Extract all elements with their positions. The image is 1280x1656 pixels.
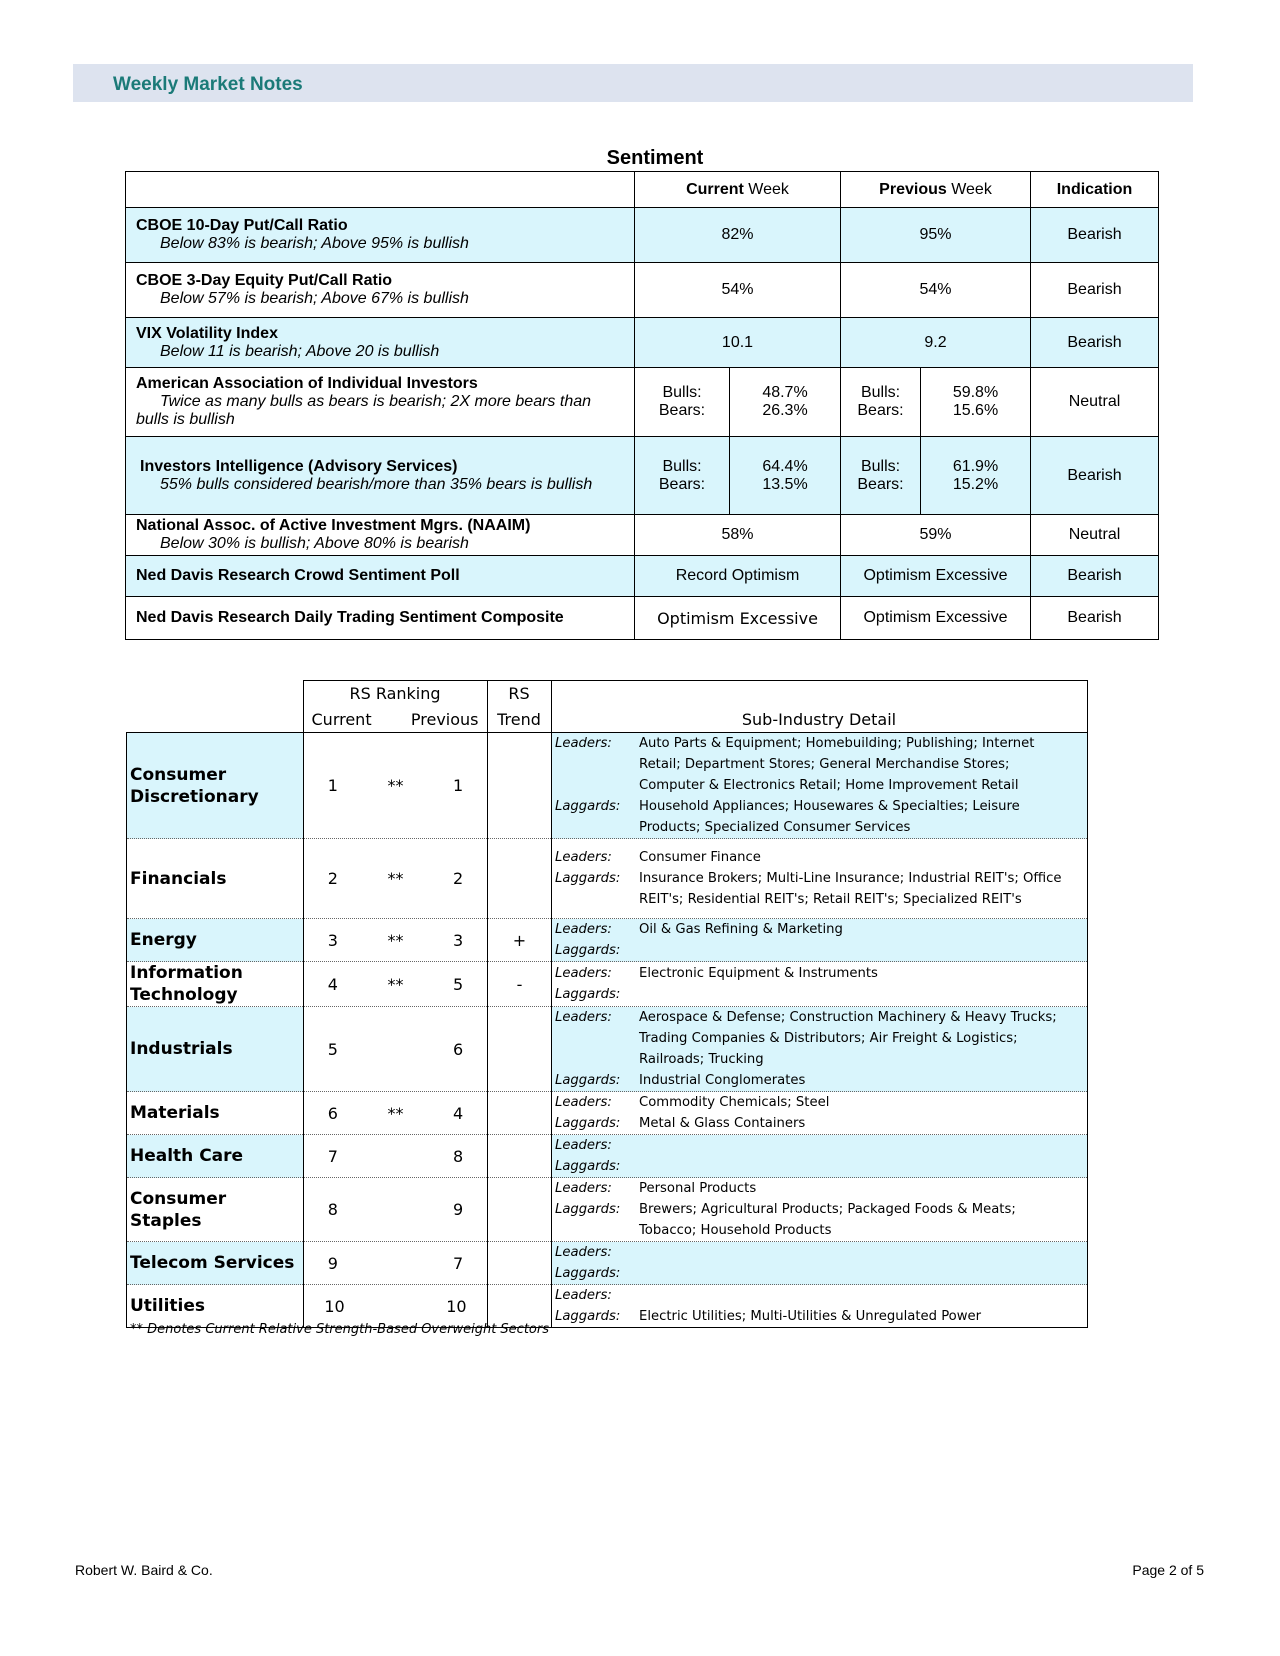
laggards-label: Laggards: bbox=[555, 1159, 621, 1174]
indication-value: Bearish bbox=[1031, 597, 1159, 640]
leaders-label: Leaders: bbox=[555, 850, 612, 865]
metric-title: Ned Davis Research Crowd Sentiment Poll bbox=[136, 567, 460, 584]
trend-cell: + bbox=[488, 919, 552, 962]
current-value: Optimism Excessive bbox=[635, 597, 841, 640]
previous-rank: 10 bbox=[446, 1296, 467, 1316]
sentiment-row bbox=[126, 597, 1159, 640]
overweight-marker: ** bbox=[387, 1103, 404, 1123]
metric-title: American Association of Individual Investors bbox=[136, 375, 478, 392]
sector-name-line-1: Information bbox=[130, 963, 243, 983]
previous-value: 54% bbox=[841, 263, 1031, 318]
sector-cell bbox=[127, 1007, 304, 1092]
sub-industry-detail-cell bbox=[552, 1135, 1088, 1178]
header-previous-week: Previous Week bbox=[841, 172, 1031, 208]
laggards-label: Laggards: bbox=[555, 1116, 621, 1131]
indication-value: Neutral bbox=[1031, 515, 1159, 556]
sector-name-line-1: Consumer Staples bbox=[130, 1188, 227, 1231]
previous-value: Optimism Excessive bbox=[841, 556, 1031, 597]
leaders-detail bbox=[639, 1242, 1087, 1263]
metric-subtitle: Below 83% is bearish; Above 95% is bullish bbox=[160, 235, 469, 252]
current-value: 82% bbox=[635, 208, 841, 263]
leaders-detail: Electronic Equipment & Instruments bbox=[639, 966, 878, 981]
sub-industry-detail-cell bbox=[552, 733, 1088, 839]
current-rank: 4 bbox=[327, 974, 338, 994]
sector-cell bbox=[127, 1092, 304, 1135]
laggards-detail: Industrial Conglomerates bbox=[639, 1073, 806, 1088]
sub-industry-detail-cell bbox=[552, 1285, 1088, 1328]
metric-subtitle: 55% bulls considered bearish/more than 35% bears is bullish bbox=[160, 475, 593, 493]
metric-title: National Assoc. of Active Investment Mgrs. (NAAIM) bbox=[136, 517, 531, 534]
sentiment-row bbox=[126, 368, 1159, 437]
sector-name-line-1: Energy bbox=[130, 930, 197, 950]
leaders-label: Leaders: bbox=[555, 736, 612, 751]
laggards-detail: Products; Specialized Consumer Services bbox=[639, 820, 911, 835]
metric-subtitle: Twice as many bulls as bears is bearish; 2X more bears than bbox=[160, 393, 592, 410]
rank-cell bbox=[304, 1135, 488, 1178]
rank-cell bbox=[304, 1092, 488, 1135]
sentiment-row bbox=[126, 263, 1159, 318]
previous-bulls-bears: 59.8% 15.6% bbox=[921, 368, 1031, 437]
current-header: Current bbox=[311, 709, 372, 729]
sector-row bbox=[127, 1007, 1088, 1092]
sector-row bbox=[127, 962, 1088, 1007]
laggards-label bbox=[552, 889, 639, 910]
current-value: 54% bbox=[635, 263, 841, 318]
sub-industry-detail-cell bbox=[552, 919, 1088, 962]
metric-title: Ned Davis Research Daily Trading Sentiment Composite bbox=[136, 609, 564, 626]
sector-cell bbox=[127, 733, 304, 839]
laggards-label: Laggards: bbox=[555, 1073, 621, 1088]
sector-row bbox=[127, 1178, 1088, 1242]
sentiment-table bbox=[125, 171, 1159, 640]
trend-cell bbox=[488, 1007, 552, 1092]
rank-cell bbox=[304, 733, 488, 839]
laggards-label: Laggards: bbox=[555, 943, 621, 958]
laggards-detail: Brewers; Agricultural Products; Packaged Foods & Meats; bbox=[639, 1202, 1016, 1217]
page-title: Weekly Market Notes bbox=[113, 74, 303, 95]
rank-cell bbox=[304, 919, 488, 962]
previous-rank: 7 bbox=[453, 1253, 464, 1273]
laggards-detail: REIT's; Residential REIT's; Retail REIT's; Specialized REIT's bbox=[639, 892, 1022, 907]
laggards-label: Laggards: bbox=[555, 1309, 621, 1324]
leaders-detail: Railroads; Trucking bbox=[639, 1052, 764, 1067]
leaders-detail: Computer & Electronics Retail; Home Improvement Retail bbox=[639, 778, 1019, 793]
sector-cell bbox=[127, 919, 304, 962]
overweight-marker: ** bbox=[387, 869, 404, 888]
indication-value: Bearish bbox=[1031, 318, 1159, 368]
leaders-label: Leaders: bbox=[555, 1288, 612, 1303]
metric-title: CBOE 10-Day Put/Call Ratio bbox=[136, 217, 348, 234]
laggards-detail: Electric Utilities; Multi-Utilities & Unregulated Power bbox=[639, 1309, 982, 1324]
sector-cell bbox=[127, 1178, 304, 1242]
rs-header-row-2 bbox=[126, 707, 1087, 733]
rank-cell bbox=[304, 839, 488, 919]
leaders-detail: Trading Companies & Distributors; Air Freight & Logistics; bbox=[639, 1031, 1018, 1046]
rank-subheaders bbox=[303, 707, 487, 733]
leaders-label bbox=[552, 1028, 639, 1049]
leaders-label bbox=[552, 1049, 639, 1070]
sector-name-line-1: Materials bbox=[130, 1103, 220, 1123]
metric-title: Investors Intelligence (Advisory Services) bbox=[140, 457, 458, 475]
laggards-label: Laggards: bbox=[555, 799, 621, 814]
sub-industry-detail-header: Sub-Industry Detail bbox=[551, 707, 1087, 733]
sub-industry-detail-cell bbox=[552, 1092, 1088, 1135]
laggards-label bbox=[552, 817, 639, 838]
footer-firm: Robert W. Baird & Co. bbox=[75, 1562, 213, 1578]
sentiment-header-row bbox=[126, 172, 1159, 208]
trend-header: Trend bbox=[487, 707, 551, 733]
sector-cell bbox=[127, 839, 304, 919]
leaders-label bbox=[552, 754, 639, 775]
previous-value: 95% bbox=[841, 208, 1031, 263]
sector-row bbox=[127, 1135, 1088, 1178]
laggards-detail: Tobacco; Household Products bbox=[639, 1223, 832, 1238]
sector-name-line-1: Health Care bbox=[130, 1146, 244, 1166]
sentiment-row bbox=[126, 515, 1159, 556]
rs-ranking-header: RS Ranking bbox=[303, 681, 487, 707]
current-rank: 1 bbox=[327, 776, 338, 795]
laggards-detail: Insurance Brokers; Multi-Line Insurance; Industrial REIT's; Office bbox=[639, 871, 1062, 886]
current-rank: 5 bbox=[327, 1039, 338, 1059]
sub-industry-detail-cell bbox=[552, 1242, 1088, 1285]
leaders-detail: Personal Products bbox=[639, 1181, 757, 1196]
current-rank: 8 bbox=[327, 1200, 338, 1219]
sentiment-row bbox=[126, 556, 1159, 597]
previous-rank: 3 bbox=[453, 930, 464, 950]
leaders-label bbox=[552, 775, 639, 796]
current-value: Record Optimism bbox=[635, 556, 841, 597]
laggards-detail bbox=[639, 940, 1087, 961]
footer-page-number: Page 2 of 5 bbox=[1132, 1562, 1204, 1578]
current-rank: 3 bbox=[327, 930, 338, 950]
sector-row bbox=[127, 919, 1088, 962]
leaders-detail: Consumer Finance bbox=[639, 850, 761, 865]
rank-cell bbox=[304, 962, 488, 1007]
sector-cell bbox=[127, 962, 304, 1007]
current-bulls-bears: 64.4% 13.5% bbox=[730, 437, 841, 515]
trend-cell: - bbox=[488, 962, 552, 1007]
bulls-bears-labels: Bulls: Bears: bbox=[635, 368, 730, 437]
header-band bbox=[73, 64, 1193, 102]
rs-ranking-section bbox=[126, 680, 1088, 1328]
leaders-label: Leaders: bbox=[555, 1010, 612, 1025]
sector-row bbox=[127, 1092, 1088, 1135]
rs-header-row-1 bbox=[126, 681, 1087, 707]
current-bulls-bears: 48.7% 26.3% bbox=[730, 368, 841, 437]
sentiment-row bbox=[126, 318, 1159, 368]
previous-rank: 8 bbox=[453, 1146, 464, 1166]
current-rank: 2 bbox=[327, 869, 338, 888]
leaders-detail: Aerospace & Defense; Construction Machinery & Heavy Trucks; bbox=[639, 1010, 1057, 1025]
leaders-label: Leaders: bbox=[555, 1138, 612, 1153]
footnote: ** Denotes Current Relative Strength-Based Overweight Sectors bbox=[130, 1322, 549, 1337]
sector-name-line-1: Utilities bbox=[130, 1296, 206, 1316]
header-blank bbox=[126, 172, 635, 208]
leaders-detail: Auto Parts & Equipment; Homebuilding; Publishing; Internet bbox=[639, 736, 1035, 751]
sector-name-line-2: Technology bbox=[130, 985, 238, 1005]
bulls-bears-labels: Bulls: Bears: bbox=[841, 437, 921, 515]
sub-industry-detail-cell bbox=[552, 1007, 1088, 1092]
sector-row bbox=[127, 733, 1088, 839]
previous-rank: 2 bbox=[453, 869, 464, 888]
laggards-detail: Household Appliances; Housewares & Specialties; Leisure bbox=[639, 799, 1020, 814]
leaders-label: Leaders: bbox=[555, 1181, 612, 1196]
previous-value: Optimism Excessive bbox=[841, 597, 1031, 640]
previous-header: Previous bbox=[410, 709, 479, 729]
sector-name-line-1: Financials bbox=[130, 868, 227, 889]
overweight-marker: ** bbox=[387, 930, 404, 950]
indication-value: Bearish bbox=[1031, 208, 1159, 263]
metric-subtitle: Below 30% is bullish; Above 80% is bearish bbox=[160, 535, 469, 552]
current-value: 10.1 bbox=[635, 318, 841, 368]
laggards-detail bbox=[639, 984, 1087, 1005]
leaders-label: Leaders: bbox=[555, 1245, 612, 1260]
bulls-bears-labels: Bulls: Bears: bbox=[841, 368, 921, 437]
sector-cell bbox=[127, 1135, 304, 1178]
current-rank: 6 bbox=[327, 1103, 338, 1123]
indication-value: Bearish bbox=[1031, 263, 1159, 318]
rs-header: RS bbox=[487, 681, 551, 707]
trend-cell bbox=[488, 1178, 552, 1242]
previous-rank: 5 bbox=[453, 974, 464, 994]
trend-cell bbox=[488, 1092, 552, 1135]
trend-cell bbox=[488, 839, 552, 919]
previous-value: 59% bbox=[841, 515, 1031, 556]
previous-rank: 4 bbox=[453, 1103, 464, 1123]
header-current-week: Current Week bbox=[635, 172, 841, 208]
overweight-marker: ** bbox=[387, 974, 404, 994]
previous-rank: 1 bbox=[453, 776, 464, 795]
metric-title: VIX Volatility Index bbox=[136, 324, 278, 342]
trend-cell bbox=[488, 1242, 552, 1285]
header-indication: Indication bbox=[1031, 172, 1159, 208]
sector-name-line-1: Telecom Services bbox=[130, 1253, 295, 1273]
leaders-detail: Oil & Gas Refining & Marketing bbox=[639, 922, 843, 937]
previous-rank: 6 bbox=[453, 1039, 464, 1059]
metric-subtitle: Below 11 is bearish; Above 20 is bullish bbox=[160, 342, 440, 360]
sub-industry-detail-cell bbox=[552, 1178, 1088, 1242]
sector-row bbox=[127, 839, 1088, 919]
laggards-label: Laggards: bbox=[555, 1266, 621, 1281]
leaders-label: Leaders: bbox=[555, 966, 612, 981]
indication-value: Neutral bbox=[1031, 368, 1159, 437]
sub-industry-detail-cell bbox=[552, 962, 1088, 1007]
current-rank: 7 bbox=[327, 1146, 338, 1166]
leaders-label: Leaders: bbox=[555, 922, 612, 937]
sector-row bbox=[127, 1242, 1088, 1285]
previous-value: 9.2 bbox=[841, 318, 1031, 368]
indication-value: Bearish bbox=[1031, 437, 1159, 515]
rs-ranking-body bbox=[126, 733, 1088, 1328]
laggards-detail bbox=[639, 1156, 1087, 1177]
current-rank: 9 bbox=[327, 1253, 338, 1273]
laggards-detail bbox=[639, 1263, 1087, 1284]
leaders-detail: Retail; Department Stores; General Merchandise Stores; bbox=[639, 757, 1010, 772]
sentiment-title: Sentiment bbox=[606, 147, 704, 169]
leaders-detail bbox=[639, 1135, 1087, 1156]
laggards-detail: Metal & Glass Containers bbox=[639, 1116, 806, 1131]
current-rank: 10 bbox=[324, 1296, 345, 1316]
laggards-label: Laggards: bbox=[555, 871, 621, 886]
rank-cell bbox=[304, 1178, 488, 1242]
metric-subtitle-continued: bulls is bullish bbox=[136, 411, 235, 428]
sub-industry-detail-cell bbox=[552, 839, 1088, 919]
sector-name-line-1: Consumer bbox=[130, 764, 227, 785]
metric-subtitle: Below 57% is bearish; Above 67% is bullish bbox=[160, 290, 469, 307]
sector-cell bbox=[127, 1242, 304, 1285]
trend-cell bbox=[488, 1135, 552, 1178]
sector-name-line-2: Discretionary bbox=[130, 786, 259, 807]
previous-bulls-bears: 61.9% 15.2% bbox=[921, 437, 1031, 515]
bulls-bears-labels: Bulls: Bears: bbox=[635, 437, 730, 515]
leaders-detail: Commodity Chemicals; Steel bbox=[639, 1095, 830, 1110]
laggards-label: Laggards: bbox=[555, 987, 621, 1002]
sector-name-line-1: Industrials bbox=[130, 1039, 233, 1059]
sentiment-row bbox=[126, 437, 1159, 515]
laggards-label bbox=[552, 1220, 639, 1241]
sentiment-row bbox=[126, 208, 1159, 263]
leaders-detail bbox=[639, 1285, 1087, 1306]
laggards-label: Laggards: bbox=[555, 1202, 621, 1217]
leaders-label: Leaders: bbox=[555, 1095, 612, 1110]
rank-cell bbox=[304, 1242, 488, 1285]
overweight-marker: ** bbox=[387, 776, 404, 795]
rank-cell bbox=[304, 1007, 488, 1092]
metric-title: CBOE 3-Day Equity Put/Call Ratio bbox=[136, 272, 393, 289]
current-value: 58% bbox=[635, 515, 841, 556]
rs-ranking-table bbox=[126, 680, 1088, 733]
trend-cell bbox=[488, 733, 552, 839]
indication-value: Bearish bbox=[1031, 556, 1159, 597]
previous-rank: 9 bbox=[453, 1200, 464, 1219]
